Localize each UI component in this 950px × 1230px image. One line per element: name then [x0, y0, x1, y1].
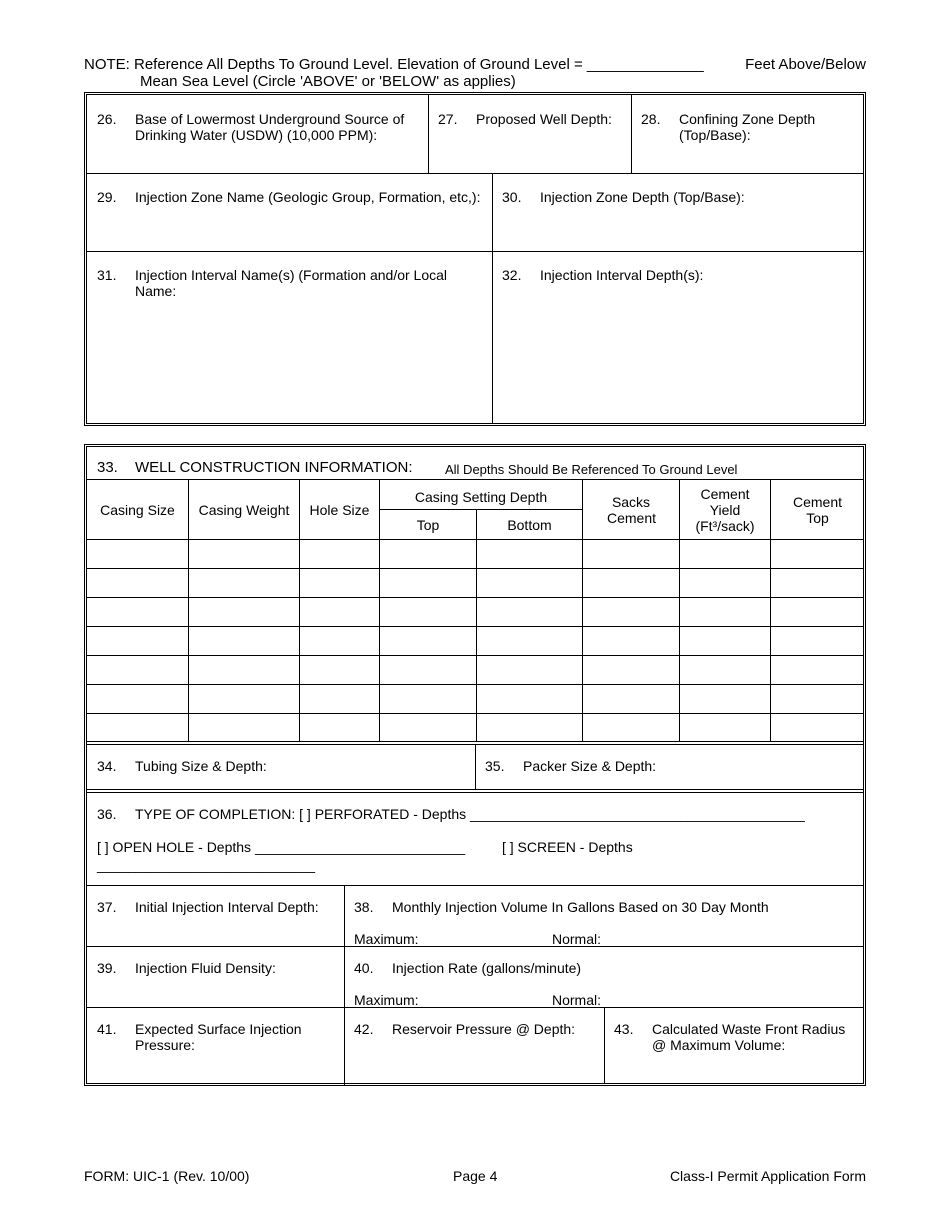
footer-form-title: Class-I Permit Application Form [669, 1168, 866, 1184]
casing-cell[interactable] [583, 540, 680, 569]
casing-row [87, 656, 863, 685]
field-33-title-row [87, 447, 863, 479]
casing-cell[interactable] [380, 685, 477, 714]
casing-cell[interactable] [380, 627, 477, 656]
casing-cell[interactable] [680, 656, 771, 685]
casing-cell[interactable] [583, 714, 680, 742]
field-29-injection-zone-name[interactable]: 29. Injection Zone Name (Geologic Group, Formation, etc,): [87, 173, 492, 251]
field-27-proposed-well-depth[interactable]: 27. Proposed Well Depth: [428, 95, 631, 173]
field-43-waste-front-radius[interactable]: 43. Calculated Waste Front Radius @ Maximum Volume: [604, 1007, 863, 1083]
field-37-initial-injection-interval-depth[interactable]: 37. Initial Injection Interval Depth: [87, 885, 344, 946]
casing-cell[interactable] [680, 598, 771, 627]
field-40-label: Injection Rate (gallons/minute) [392, 960, 582, 976]
field-36-perforated[interactable]: TYPE OF COMPLETION: [ ] PERFORATED - Depths ___________________________________________ [135, 806, 805, 822]
field-34-tubing-size-depth[interactable]: 34. Tubing Size & Depth: [87, 745, 475, 789]
casing-cell[interactable] [680, 627, 771, 656]
casing-row [87, 714, 863, 742]
casing-cell[interactable] [477, 627, 583, 656]
casing-cell[interactable] [87, 540, 189, 569]
casing-table [87, 479, 863, 741]
field-30-label: Injection Zone Depth (Top/Base): [540, 189, 745, 205]
casing-cell[interactable] [87, 569, 189, 598]
field-28-label: Confining Zone Depth (Top/Base): [679, 111, 816, 143]
field-35-label: Packer Size & Depth: [523, 758, 657, 774]
casing-cell[interactable] [680, 569, 771, 598]
field-35-packer-size-depth[interactable]: 35. Packer Size & Depth: [475, 745, 863, 789]
field-28-confining-zone-depth[interactable]: 28. Confining Zone Depth (Top/Base): [631, 95, 863, 173]
field-30-injection-zone-depth[interactable]: 30. Injection Zone Depth (Top/Base): [492, 173, 863, 251]
field-27-label: Proposed Well Depth: [476, 111, 612, 127]
footer-page-number: Page 4 [453, 1168, 498, 1184]
casing-cell[interactable] [771, 627, 864, 656]
field-32-injection-interval-depth[interactable]: 32. Injection Interval Depth(s): [492, 251, 863, 423]
casing-cell[interactable] [380, 598, 477, 627]
header-sacks-cement: Sacks Cement [583, 480, 680, 540]
header-casing-weight: Casing Weight [189, 480, 300, 540]
field-31-label: Injection Interval Name(s) (Formation and/or Local Name: [135, 267, 448, 299]
casing-cell[interactable] [477, 598, 583, 627]
casing-cell[interactable] [189, 569, 300, 598]
casing-cell[interactable] [189, 627, 300, 656]
field-36-screen-depths-line[interactable]: ____________________________ [97, 857, 316, 873]
field-40-maximum: Maximum: [354, 992, 419, 1008]
casing-cell[interactable] [300, 656, 380, 685]
casing-cell[interactable] [477, 540, 583, 569]
casing-cell[interactable] [680, 540, 771, 569]
header-bottom: Bottom [477, 510, 583, 540]
casing-cell[interactable] [477, 656, 583, 685]
note-line1: NOTE: Reference All Depths To Ground Level. Elevation of Ground Level = ______________ [84, 56, 704, 73]
header-cement-top: Cement Top [771, 480, 864, 540]
casing-cell[interactable] [87, 714, 189, 742]
casing-cell[interactable] [87, 598, 189, 627]
note-line1-right: Feet Above/Below [745, 56, 866, 73]
casing-cell[interactable] [583, 656, 680, 685]
field-33-title: WELL CONSTRUCTION INFORMATION: [135, 459, 413, 476]
casing-row [87, 598, 863, 627]
field-41-expected-surface-injection-pressure[interactable]: 41. Expected Surface Injection Pressure: [87, 1007, 344, 1083]
field-39-label: Injection Fluid Density: [135, 960, 276, 976]
casing-cell[interactable] [87, 627, 189, 656]
casing-cell[interactable] [189, 685, 300, 714]
field-38-monthly-injection-volume[interactable]: 38. Monthly Injection Volume In Gallons Based on 30 Day Month Maximum: Normal: [344, 885, 863, 946]
casing-cell[interactable] [87, 685, 189, 714]
well-construction-section [84, 444, 866, 1086]
casing-cell[interactable] [300, 598, 380, 627]
note-line2: Mean Sea Level (Circle 'ABOVE' or 'BELOW' as applies) [140, 73, 516, 90]
field-29-label: Injection Zone Name (Geologic Group, Formation, etc,): [135, 189, 481, 205]
field-37-label: Initial Injection Interval Depth: [135, 899, 319, 915]
casing-cell[interactable] [300, 540, 380, 569]
casing-row [87, 627, 863, 656]
casing-cell[interactable] [583, 569, 680, 598]
casing-cell[interactable] [380, 656, 477, 685]
header-casing-size: Casing Size [87, 480, 189, 540]
casing-cell[interactable] [771, 714, 864, 742]
header-top: Top [380, 510, 477, 540]
field-39-injection-fluid-density[interactable]: 39. Injection Fluid Density: [87, 946, 344, 1007]
casing-cell[interactable] [477, 685, 583, 714]
casing-row [87, 685, 863, 714]
field-36-num: 36. [97, 806, 117, 822]
field-33-subtitle: All Depths Should Be Referenced To Ground Level [445, 462, 738, 477]
field-38-normal: Normal: [552, 931, 602, 947]
field-38-maximum: Maximum: [354, 931, 419, 947]
field-26-label: Base of Lowermost Underground Source of Drinking Water (USDW) (10,000 PPM): [135, 111, 405, 143]
depth-info-section [84, 92, 866, 426]
casing-cell[interactable] [300, 714, 380, 742]
field-42-reservoir-pressure[interactable]: 42. Reservoir Pressure @ Depth: [344, 1007, 604, 1083]
casing-cell[interactable] [189, 540, 300, 569]
casing-cell[interactable] [380, 540, 477, 569]
casing-cell[interactable] [87, 656, 189, 685]
casing-cell[interactable] [189, 714, 300, 742]
field-31-injection-interval-name[interactable]: 31. Injection Interval Name(s) (Formation and/or Local Name: [87, 251, 492, 423]
casing-cell[interactable] [583, 627, 680, 656]
field-40-normal: Normal: [552, 992, 602, 1008]
field-26-usdw-base[interactable]: 26. Base of Lowermost Underground Source of Drinking Water (USDW) (10,000 PPM): [87, 95, 428, 173]
field-34-label: Tubing Size & Depth: [135, 758, 267, 774]
field-43-label: Calculated Waste Front Radius @ Maximum Volume: [652, 1021, 846, 1053]
header-hole-size: Hole Size [300, 480, 380, 540]
casing-cell[interactable] [477, 569, 583, 598]
casing-cell[interactable] [583, 685, 680, 714]
casing-cell[interactable] [380, 714, 477, 742]
field-32-label: Injection Interval Depth(s): [540, 267, 704, 283]
header-casing-setting-depth: Casing Setting Depth [380, 480, 583, 510]
casing-cell[interactable] [771, 540, 864, 569]
casing-cell[interactable] [583, 598, 680, 627]
casing-row [87, 569, 863, 598]
casing-cell[interactable] [380, 569, 477, 598]
field-36-open-hole[interactable]: [ ] OPEN HOLE - Depths ___________________________ [97, 839, 466, 855]
field-42-label: Reservoir Pressure @ Depth: [392, 1021, 576, 1037]
field-36-screen[interactable]: [ ] SCREEN - Depths [502, 839, 633, 855]
casing-cell[interactable] [300, 685, 380, 714]
casing-cell[interactable] [300, 627, 380, 656]
field-33-num: 33. [97, 459, 118, 476]
footer-form-id: FORM: UIC-1 (Rev. 10/00) [84, 1168, 250, 1184]
casing-cell[interactable] [189, 598, 300, 627]
casing-row [87, 540, 863, 569]
field-36-type-of-completion [87, 793, 863, 885]
casing-cell[interactable] [300, 569, 380, 598]
casing-cell[interactable] [771, 656, 864, 685]
header-cement-yield: Cement Yield (Ft³/sack) [680, 480, 771, 540]
ground-level-note [84, 56, 874, 90]
field-38-label: Monthly Injection Volume In Gallons Based on 30 Day Month [392, 899, 769, 915]
casing-cell[interactable] [477, 714, 583, 742]
field-41-label: Expected Surface Injection Pressure: [135, 1021, 302, 1053]
casing-cell[interactable] [680, 685, 771, 714]
casing-cell[interactable] [771, 569, 864, 598]
casing-cell[interactable] [771, 685, 864, 714]
field-40-injection-rate[interactable]: 40. Injection Rate (gallons/minute) Maximum: Normal: [344, 946, 863, 1007]
casing-cell[interactable] [771, 598, 864, 627]
casing-cell[interactable] [680, 714, 771, 742]
casing-cell[interactable] [189, 656, 300, 685]
